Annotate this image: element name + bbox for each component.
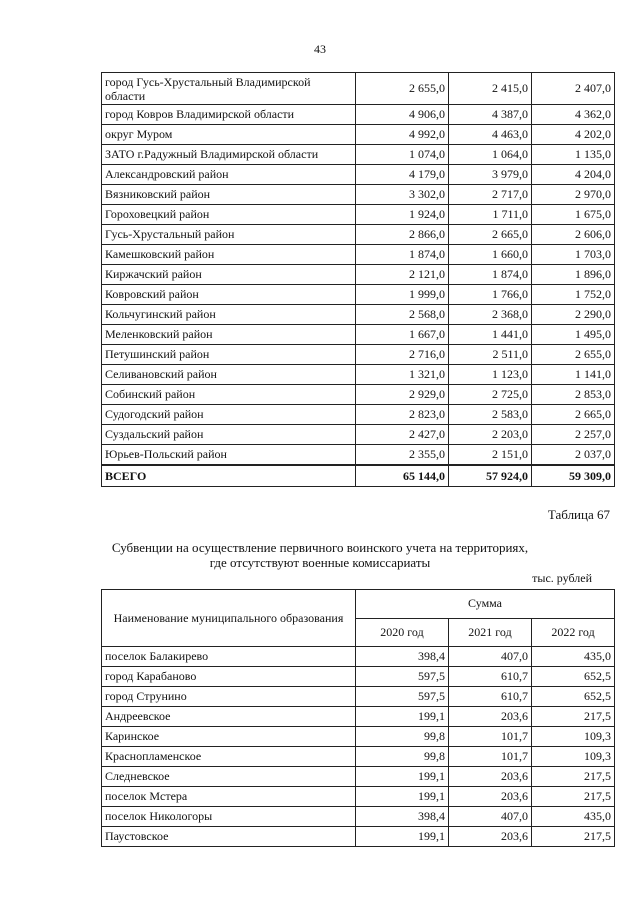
table-caption: Таблица 67: [547, 507, 610, 522]
value-2021: 2 415,0: [449, 73, 532, 105]
table-row: [102, 787, 615, 807]
value-2020: 199,1: [356, 767, 449, 787]
value-2020: 1 321,0: [356, 365, 449, 385]
table-row: [102, 807, 615, 827]
value-2022: 652,5: [532, 687, 615, 707]
value-2020: 1 999,0: [356, 285, 449, 305]
value-2022: 2 970,0: [532, 185, 615, 205]
table-row: [102, 707, 615, 727]
row-name: Паустовское: [102, 827, 356, 847]
value-2020: 4 992,0: [356, 125, 449, 145]
value-2020: 2 355,0: [356, 445, 449, 466]
value-2021: 4 463,0: [449, 125, 532, 145]
value-2022: 652,5: [532, 667, 615, 687]
table-row: [102, 385, 615, 405]
row-name: Петушинский район: [102, 345, 356, 365]
row-name: Краснопламенское: [102, 747, 356, 767]
value-2020: 199,1: [356, 827, 449, 847]
value-2021: 2 725,0: [449, 385, 532, 405]
value-2021: 1 766,0: [449, 285, 532, 305]
table-title-line: где отсутствуют военные комиссариаты: [209, 555, 431, 570]
value-2022: 4 202,0: [532, 125, 615, 145]
value-2021: 1 441,0: [449, 325, 532, 345]
subsidies-table-continued: [101, 72, 615, 487]
value-2020: 99,8: [356, 727, 449, 747]
row-name: ЗАТО г.Радужный Владимирской области: [102, 145, 356, 165]
value-2021: 1 123,0: [449, 365, 532, 385]
row-name: Андреевское: [102, 707, 356, 727]
value-2021: 203,6: [449, 827, 532, 847]
value-2021: 101,7: [449, 747, 532, 767]
row-name: город Гусь-Хрустальный Владимирской области: [102, 73, 356, 105]
table-row: [102, 125, 615, 145]
table-row: [102, 687, 615, 707]
row-name: ВСЕГО: [102, 465, 356, 487]
value-2022: 2 606,0: [532, 225, 615, 245]
value-2021: 407,0: [449, 807, 532, 827]
row-name: Каринское: [102, 727, 356, 747]
table-row: [102, 73, 615, 105]
value-2021: 2 203,0: [449, 425, 532, 445]
row-name: город Струнино: [102, 687, 356, 707]
row-name: Александровский район: [102, 165, 356, 185]
value-2020: 597,5: [356, 687, 449, 707]
value-2022: 109,3: [532, 727, 615, 747]
value-2020: 3 302,0: [356, 185, 449, 205]
value-2022: 1 141,0: [532, 365, 615, 385]
table-row: [102, 285, 615, 305]
value-2022: 2 665,0: [532, 405, 615, 425]
table-row: [102, 727, 615, 747]
row-name: Собинский район: [102, 385, 356, 405]
row-name: Кольчугинский район: [102, 305, 356, 325]
value-2021: 101,7: [449, 727, 532, 747]
row-name: поселок Мстера: [102, 787, 356, 807]
row-name: Ковровский район: [102, 285, 356, 305]
value-2020: 1 667,0: [356, 325, 449, 345]
value-2022: 109,3: [532, 747, 615, 767]
header-year-2020: 2020 год: [356, 618, 449, 647]
row-name: поселок Балакирево: [102, 647, 356, 667]
row-name: Гороховецкий район: [102, 205, 356, 225]
value-2022: 1 495,0: [532, 325, 615, 345]
table-row: [102, 827, 615, 847]
value-2020: 2 823,0: [356, 405, 449, 425]
value-2020: 2 655,0: [356, 73, 449, 105]
table-title: [0, 540, 640, 570]
table-row: [102, 205, 615, 225]
row-name: Меленковский район: [102, 325, 356, 345]
table-row: [102, 445, 615, 466]
row-name: Судогодский район: [102, 405, 356, 425]
value-2020: 4 179,0: [356, 165, 449, 185]
value-2022: 2 290,0: [532, 305, 615, 325]
table-row: [102, 345, 615, 365]
value-2022: 2 853,0: [532, 385, 615, 405]
value-2022: 1 703,0: [532, 245, 615, 265]
table-row: [102, 465, 615, 487]
value-2022: 1 896,0: [532, 265, 615, 285]
value-2022: 2 037,0: [532, 445, 615, 466]
row-name: Селивановский район: [102, 365, 356, 385]
value-2022: 217,5: [532, 787, 615, 807]
table-row: [102, 667, 615, 687]
value-2020: 1 924,0: [356, 205, 449, 225]
header-year-2022: 2022 год: [532, 618, 615, 647]
table-row: [102, 747, 615, 767]
row-name: поселок Никологоры: [102, 807, 356, 827]
row-name: город Ковров Владимирской области: [102, 105, 356, 125]
table-title-line: Субвенции на осуществление первичного воинского учета на территориях,: [111, 540, 529, 555]
row-name: Гусь-Хрустальный район: [102, 225, 356, 245]
value-2022: 4 362,0: [532, 105, 615, 125]
value-2021: 3 979,0: [449, 165, 532, 185]
table-row: [102, 425, 615, 445]
value-2020: 199,1: [356, 707, 449, 727]
value-2020: 99,8: [356, 747, 449, 767]
value-2022: 217,5: [532, 707, 615, 727]
value-2020: 398,4: [356, 807, 449, 827]
value-2020: 2 568,0: [356, 305, 449, 325]
value-2020: 2 716,0: [356, 345, 449, 365]
value-2022: 1 675,0: [532, 205, 615, 225]
military-registration-table: [101, 589, 615, 847]
value-2022: 2 257,0: [532, 425, 615, 445]
table-row: [102, 105, 615, 125]
value-2021: 203,6: [449, 707, 532, 727]
value-2022: 2 407,0: [532, 73, 615, 105]
value-2021: 2 665,0: [449, 225, 532, 245]
value-2020: 597,5: [356, 667, 449, 687]
value-2021: 1 711,0: [449, 205, 532, 225]
value-2020: 1 874,0: [356, 245, 449, 265]
table-row: [102, 405, 615, 425]
value-2021: 57 924,0: [449, 465, 532, 487]
table-row: [102, 225, 615, 245]
value-2022: 217,5: [532, 827, 615, 847]
row-name: Киржачский район: [102, 265, 356, 285]
value-2021: 2 583,0: [449, 405, 532, 425]
table-row: [102, 305, 615, 325]
value-2021: 610,7: [449, 667, 532, 687]
page-number: 43: [314, 42, 326, 56]
value-2022: 1 752,0: [532, 285, 615, 305]
value-2022: 435,0: [532, 647, 615, 667]
header-year-2021: 2021 год: [449, 618, 532, 647]
table-row: [102, 185, 615, 205]
value-2022: 1 135,0: [532, 145, 615, 165]
table-row: [102, 145, 615, 165]
value-2021: 2 151,0: [449, 445, 532, 466]
row-name: город Карабаново: [102, 667, 356, 687]
value-2020: 2 121,0: [356, 265, 449, 285]
row-name: Следневское: [102, 767, 356, 787]
value-2020: 2 866,0: [356, 225, 449, 245]
value-2021: 2 511,0: [449, 345, 532, 365]
table-row: [102, 265, 615, 285]
value-2021: 1 660,0: [449, 245, 532, 265]
value-2020: 2 929,0: [356, 385, 449, 405]
value-2022: 59 309,0: [532, 465, 615, 487]
value-2021: 2 368,0: [449, 305, 532, 325]
units-label: тыс. рублей: [532, 571, 592, 585]
value-2020: 65 144,0: [356, 465, 449, 487]
value-2020: 2 427,0: [356, 425, 449, 445]
row-name: Юрьев-Польский район: [102, 445, 356, 466]
table-body: [102, 73, 615, 487]
value-2020: 4 906,0: [356, 105, 449, 125]
header-sum: Сумма: [356, 590, 615, 619]
value-2021: 610,7: [449, 687, 532, 707]
row-name: Суздальский район: [102, 425, 356, 445]
value-2022: 4 204,0: [532, 165, 615, 185]
row-name: округ Муром: [102, 125, 356, 145]
table-row: [102, 767, 615, 787]
value-2021: 1 874,0: [449, 265, 532, 285]
table-body: [102, 647, 615, 847]
value-2021: 4 387,0: [449, 105, 532, 125]
value-2021: 1 064,0: [449, 145, 532, 165]
value-2021: 2 717,0: [449, 185, 532, 205]
header-name: Наименование муниципального образования: [102, 590, 356, 647]
table-row: [102, 325, 615, 345]
value-2020: 199,1: [356, 787, 449, 807]
value-2022: 217,5: [532, 767, 615, 787]
table-row: [102, 165, 615, 185]
value-2021: 203,6: [449, 767, 532, 787]
row-name: Вязниковский район: [102, 185, 356, 205]
table-row: [102, 245, 615, 265]
value-2020: 1 074,0: [356, 145, 449, 165]
value-2020: 398,4: [356, 647, 449, 667]
row-name: Камешковский район: [102, 245, 356, 265]
value-2021: 407,0: [449, 647, 532, 667]
value-2022: 435,0: [532, 807, 615, 827]
value-2022: 2 655,0: [532, 345, 615, 365]
table-row: [102, 647, 615, 667]
table-header: [102, 590, 615, 647]
table-row: [102, 365, 615, 385]
value-2021: 203,6: [449, 787, 532, 807]
